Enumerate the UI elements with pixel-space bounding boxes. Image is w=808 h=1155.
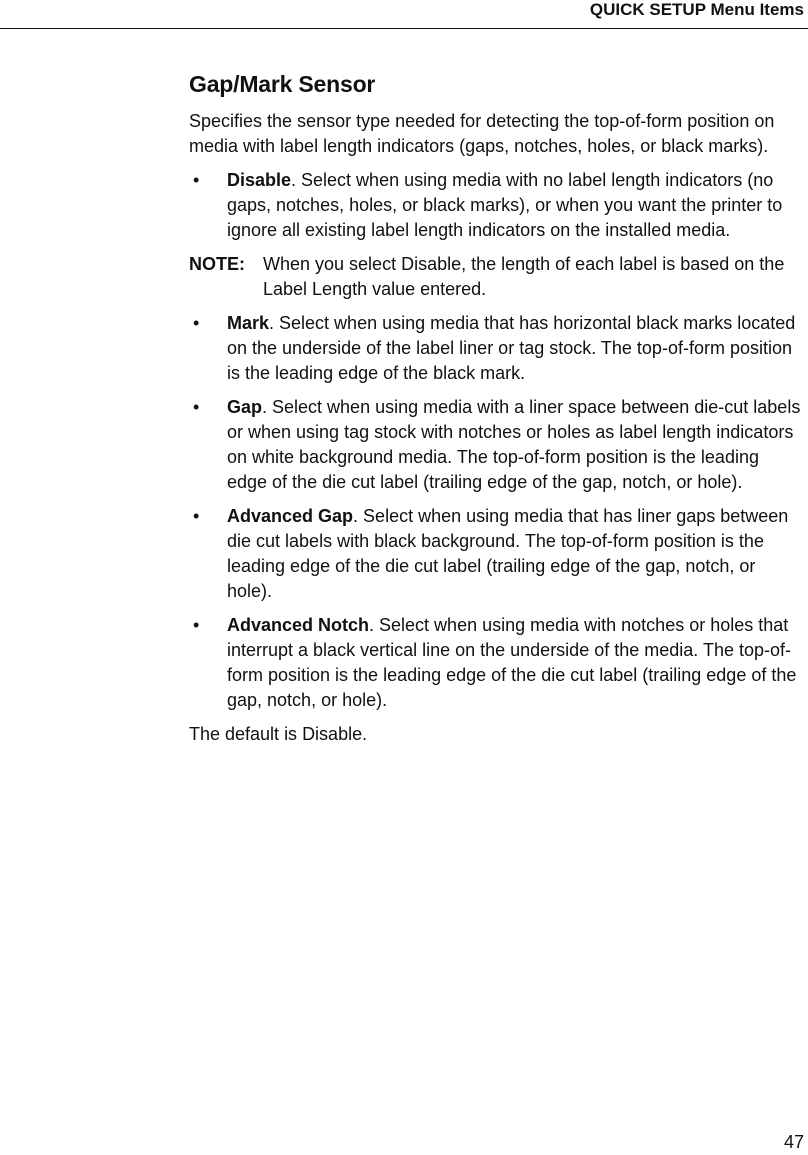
option-term: Advanced Notch — [227, 615, 370, 635]
page-number: 47 — [783, 1132, 804, 1152]
option-term: Advanced Gap — [227, 506, 354, 526]
page-content — [189, 70, 803, 756]
option-description: . Select when using media that has liner gaps between die cut labels with black background. The top-of-form position is the leading edge of the die cut label (trailing edge of the gap, notch, or hole). — [227, 506, 789, 601]
option-term: Disable — [227, 170, 292, 190]
bullet-icon: • — [193, 170, 200, 190]
default-value-text: The default is Disable. — [189, 724, 368, 744]
note-text: When you select Disable, the length of each label is based on the Label Length value entered. — [263, 254, 785, 299]
option-description: . Select when using media with no label length indicators (no gaps, notches, holes, or black marks), or when you want the printer to ignore all existing label length indicators on the installed media. — [227, 170, 783, 240]
option-term: Gap — [227, 397, 263, 417]
bullet-icon: • — [193, 313, 200, 333]
option-term: Mark — [227, 313, 270, 333]
running-header-title: QUICK SETUP Menu Items — [589, 0, 804, 19]
option-description: . Select when using media with a liner space between die-cut labels or when using tag stock with notches or holes as label length indicators on white background media. The top-of-form position is the leading edge of the die cut label (trailing edge of the gap, notch, or hole). — [227, 397, 801, 492]
option-description: . Select when using media that has horizontal black marks located on the underside of the label liner or tag stock. The top-of-form position is the leading edge of the black mark. — [227, 313, 796, 383]
bullet-item-advanced-gap — [189, 504, 803, 604]
note-block — [189, 252, 803, 302]
bullet-icon: • — [193, 506, 200, 526]
intro-paragraph: Specifies the sensor type needed for detecting the top-of-form position on media with label length indicators (gaps, notches, holes, or black marks). — [189, 111, 775, 156]
bullet-item-advanced-notch — [189, 613, 803, 713]
bullet-icon: • — [193, 397, 200, 417]
option-description: . Select when using media with notches or holes that interrupt a black vertical line on the underside of the media. The top-of-form position is the leading edge of the die cut label (trailing edge of the gap, notch, or hole). — [227, 615, 797, 710]
bullet-icon: • — [193, 615, 200, 635]
running-header — [0, 0, 808, 29]
note-label: NOTE: — [189, 254, 245, 274]
bullet-item-disable — [189, 168, 803, 243]
section-heading: Gap/Mark Sensor — [189, 71, 376, 97]
bullet-item-mark — [189, 311, 803, 386]
bullet-item-gap — [189, 395, 803, 495]
